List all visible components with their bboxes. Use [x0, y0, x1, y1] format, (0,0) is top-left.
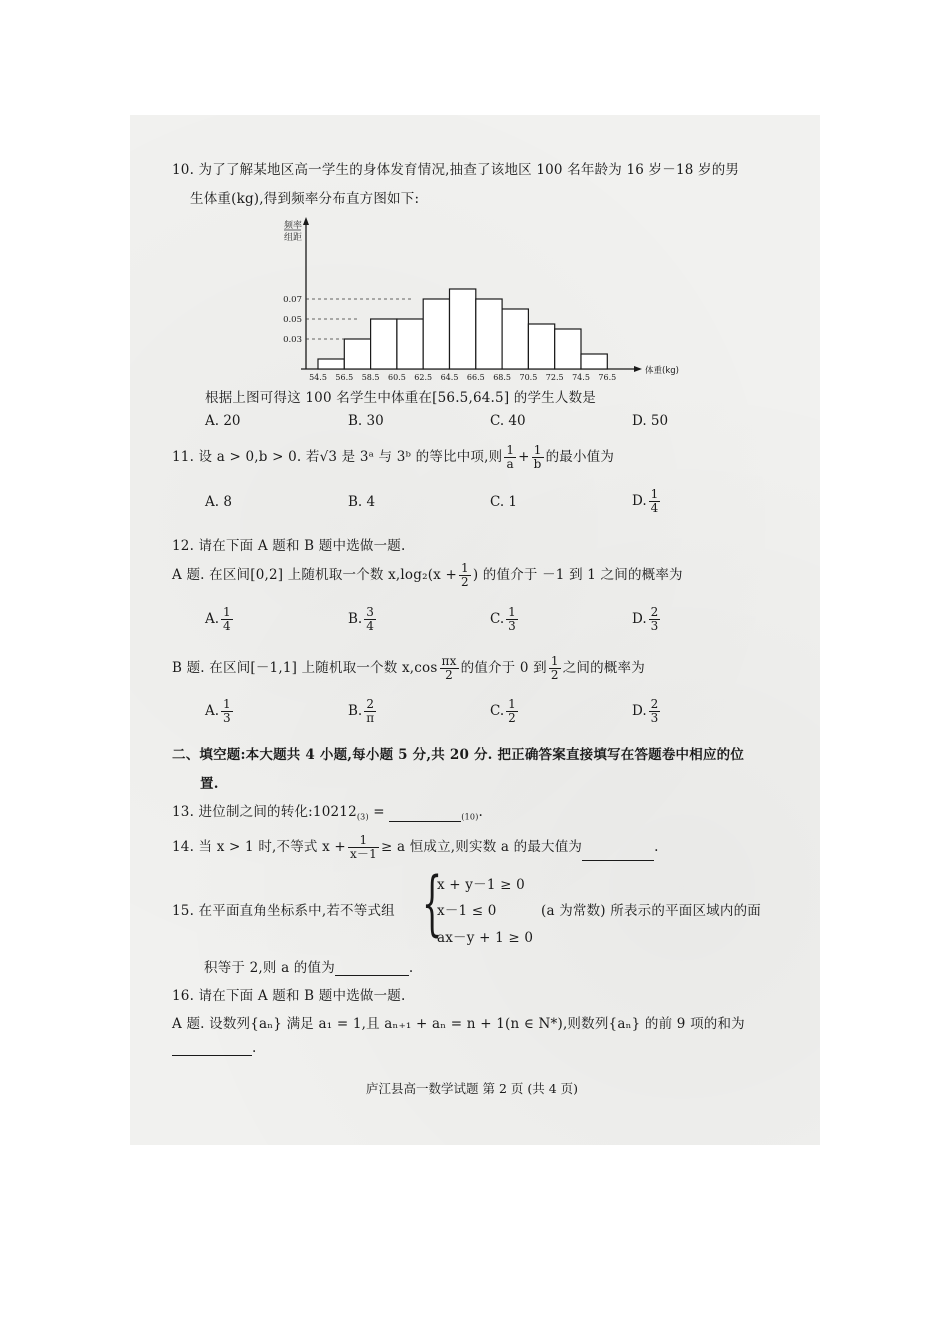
q13-stem [172, 800, 483, 822]
q13-base-10: (10) [461, 812, 479, 822]
q12-b-stem [172, 655, 645, 682]
q12-b-prefix: B 题. 在区间[－1,1] 上随机取一个数 x,cos [172, 660, 438, 676]
q12-a-prefix: A 题. 在区间[0,2] 上随机取一个数 x,log₂(x + [172, 567, 457, 583]
q12-a-option-b [348, 606, 378, 633]
q10-option-d: D. 50 [632, 413, 669, 429]
q15-ineq-1: x + y－1 ≥ 0 [437, 877, 525, 893]
x-tick-label: 74.5 [572, 373, 590, 382]
opt-den: 3 [650, 711, 659, 725]
page-footer: 庐江县高一数学试题 第 2 页 (共 4 页) [366, 1081, 579, 1096]
y-label-top: 频率 [284, 221, 303, 231]
q16-line: 16. 请在下面 A 题和 B 题中选做一题. [172, 988, 406, 1004]
x-axis-label: 体重(kg) [645, 366, 679, 376]
opt-den: 4 [223, 619, 231, 633]
opt-label: B. [348, 611, 363, 627]
section2-heading: 二、填空题:本大题共 4 小题,每小题 5 分,共 20 分. 把正确答案直接填写在答题卷中相应的位 [172, 747, 745, 763]
q12-b-option-b [348, 698, 378, 725]
q14-end: . [654, 839, 659, 855]
opt-label: B. [348, 703, 363, 719]
q10-option-a: A. 20 [205, 413, 241, 429]
q11-option-c: C. 1 [490, 494, 518, 510]
x-tick-label: 70.5 [519, 373, 538, 382]
opt-den: π [366, 711, 375, 725]
q11-suffix: 的最小值为 [545, 449, 615, 465]
q14-suffix: ≥ a 恒成立,则实数 a 的最大值为 [380, 839, 583, 855]
q12-a-option-d [632, 606, 662, 633]
q12-b-mid: 的值介于 0 到 [460, 660, 547, 676]
q14-stem [172, 834, 659, 861]
q14-frac-num: 1 [348, 834, 379, 848]
histogram-bar [555, 329, 581, 369]
x-tick-label: 68.5 [493, 373, 512, 382]
q15-brace: { [422, 862, 443, 944]
opt-label: C. [490, 611, 505, 627]
histogram-bar [476, 299, 502, 369]
x-tick-label: 72.5 [545, 373, 564, 382]
q15-end: . [408, 960, 414, 976]
histogram-bar [528, 324, 554, 369]
y-label-bottom: 组距 [284, 233, 303, 243]
q12-b-suffix: 之间的概率为 [562, 660, 645, 676]
q14-answer-blank[interactable] [582, 846, 654, 861]
q12-a-option-c [490, 606, 520, 633]
q12-a-option-a [205, 606, 235, 633]
q12-a-stem [172, 562, 683, 589]
histogram-bar [344, 339, 370, 369]
q11-prefix: 11. 设 a > 0,b > 0. 若√3 是 3ᵃ 与 3ᵇ 的等比中项,则 [172, 449, 503, 465]
q12-line: 12. 请在下面 A 题和 B 题中选做一题. [172, 538, 406, 554]
histogram-bar [318, 359, 344, 369]
q12-b-frac2-den: 2 [550, 668, 559, 682]
q16-end: . [252, 1040, 257, 1056]
opt-label: A. [205, 611, 220, 627]
q11-option-d [632, 488, 662, 515]
q12-b-option-c [490, 698, 520, 725]
opt-den: 3 [223, 711, 231, 725]
opt-den: 4 [366, 619, 374, 633]
q11-option-b: B. 4 [348, 494, 376, 510]
q12-a-frac-num: 1 [461, 561, 469, 575]
q12-b-frac2-num: 1 [550, 654, 559, 668]
q12-b-option-a [205, 698, 235, 725]
q11-frac-2-den: b [533, 457, 542, 471]
histogram-bar [502, 309, 528, 369]
x-tick-label: 76.5 [598, 373, 617, 382]
q15-prefix: 15. 在平面直角坐标系中,若不等式组 [172, 903, 395, 919]
q13-end: . [478, 804, 484, 820]
q12-b-frac-den: 2 [445, 668, 453, 682]
opt-label: A. [205, 703, 220, 719]
q14-prefix: 14. 当 x > 1 时,不等式 x + [172, 839, 346, 855]
opt-num: 1 [508, 605, 516, 619]
opt-label: D. [632, 611, 647, 627]
q13-prefix: 13. 进位制之间的转化:10212 [172, 804, 357, 820]
q16-a-answer [172, 1040, 257, 1056]
q10-line2: 生体重(kg),得到频率分布直方图如下: [190, 191, 420, 207]
q16-a-line: A 题. 设数列{aₙ} 满足 a₁ = 1,且 aₙ₊₁ + aₙ = n + 1(n ∈ N*),则数列{aₙ} 的前 9 项的和为 [172, 1016, 745, 1032]
opt-num: 2 [364, 698, 376, 712]
x-tick-label: 60.5 [387, 373, 406, 382]
q11-plus: + [518, 449, 530, 465]
opt-num: 2 [650, 605, 659, 619]
y-tick-label: 0.05 [283, 315, 302, 325]
q11-frac-1-den: a [506, 457, 514, 471]
q15-ineq-2: x－1 ≤ 0 [437, 903, 497, 919]
opt-num: 3 [366, 605, 374, 619]
y-tick-label: 0.07 [283, 295, 302, 305]
section2-heading-cont: 置. [200, 776, 219, 792]
q11-stem [172, 444, 614, 471]
y-axis-arrow [303, 217, 309, 225]
q14-frac-den: x－1 [349, 847, 377, 861]
histogram-bar [450, 289, 476, 369]
q11-frac-2 [532, 444, 544, 471]
q10-line1: 10. 为了了解某地区高一学生的身体发育情况,抽查了该地区 100 名年龄为 16 岁－18 岁的男 [172, 162, 740, 178]
q13-answer-blank[interactable] [389, 807, 461, 822]
opt-den: 3 [508, 619, 516, 633]
x-tick-label: 58.5 [361, 373, 380, 382]
q10-option-b: B. 30 [348, 413, 384, 429]
q15-suffix: (a 为常数) 所表示的平面区域内的面 [541, 903, 761, 919]
histogram-bar [371, 319, 397, 369]
q15-line2 [204, 956, 413, 976]
q11-option-d-label: D. [632, 493, 647, 509]
x-tick-label: 64.5 [440, 373, 459, 382]
q11-option-d-den: 4 [650, 501, 659, 515]
q13-eq: = [368, 804, 390, 820]
q10-option-c: C. 40 [490, 413, 526, 429]
q15-line2-text: 积等于 2,则 a 的值为 [204, 960, 335, 976]
histogram-chart [0, 0, 950, 400]
opt-num: 1 [508, 697, 516, 711]
histogram-bar [423, 299, 449, 369]
y-tick-label: 0.03 [283, 335, 302, 345]
opt-num: 1 [223, 605, 231, 619]
q11-frac-1-num: 1 [506, 443, 515, 457]
q11-option-d-num: 1 [650, 487, 659, 501]
x-tick-label: 62.5 [414, 373, 433, 382]
x-tick-label: 56.5 [335, 373, 354, 382]
opt-num: 1 [223, 697, 231, 711]
q11-option-a: A. 8 [205, 494, 232, 510]
opt-num: 2 [650, 697, 659, 711]
q13-base-3: (3) [356, 812, 369, 822]
histogram-bar [581, 354, 607, 369]
q10-question: 根据上图可得这 100 名学生中体重在[56.5,64.5] 的学生人数是 [205, 390, 596, 406]
q11-frac-2-num: 1 [532, 444, 544, 458]
opt-label: C. [490, 703, 505, 719]
q12-b-option-d [632, 698, 662, 725]
q15-ineq-3: ax－y + 1 ≥ 0 [437, 930, 534, 946]
q15-answer-blank[interactable] [335, 961, 409, 976]
q12-a-suffix: ) 的值介于 －1 到 1 之间的概率为 [472, 567, 683, 583]
opt-label: D. [632, 703, 647, 719]
opt-den: 3 [650, 619, 659, 633]
q16-answer-blank[interactable] [172, 1041, 252, 1056]
histogram-bar [397, 319, 423, 369]
q12-b-frac-num: πx [441, 654, 457, 668]
x-tick-label: 66.5 [466, 373, 485, 382]
opt-den: 2 [508, 711, 516, 725]
x-tick-label: 54.5 [309, 373, 327, 382]
q11-frac-1 [504, 444, 516, 471]
q12-a-frac-den: 2 [461, 575, 469, 589]
x-axis-arrow [634, 366, 642, 372]
